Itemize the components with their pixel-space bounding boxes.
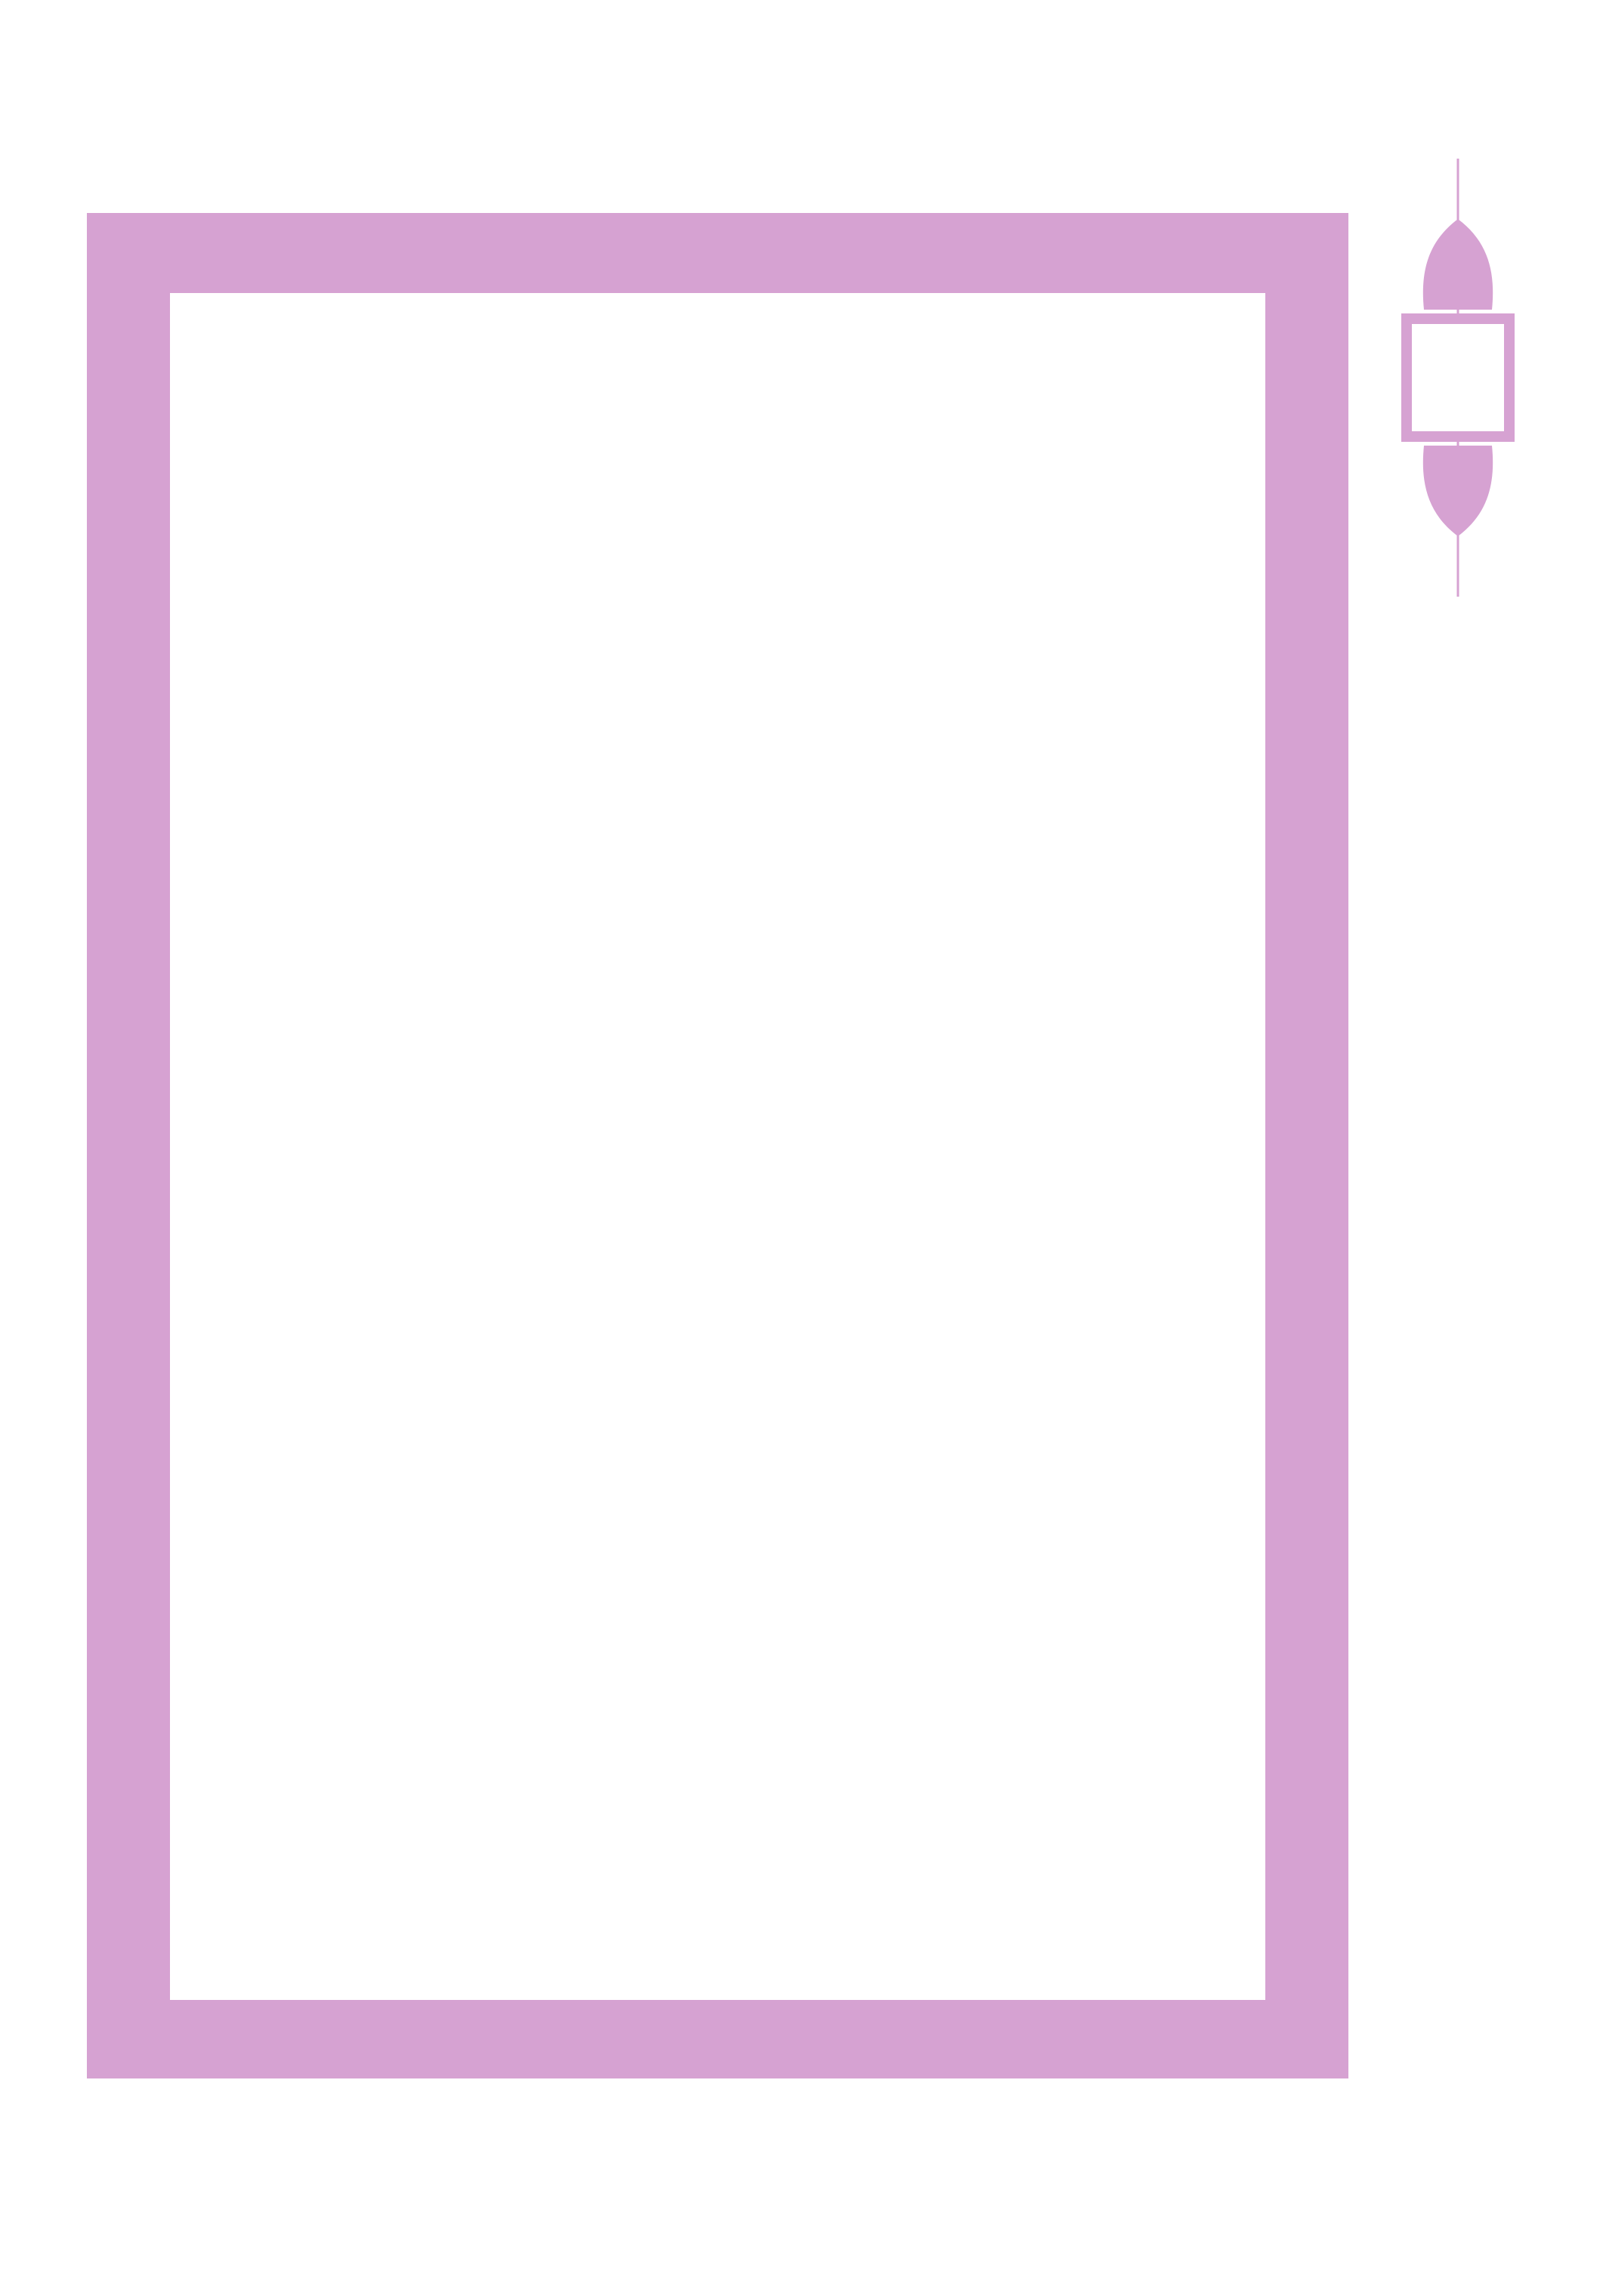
verse-text-panel	[170, 293, 1265, 2000]
hizb-marker-ornament-icon	[1401, 159, 1515, 597]
